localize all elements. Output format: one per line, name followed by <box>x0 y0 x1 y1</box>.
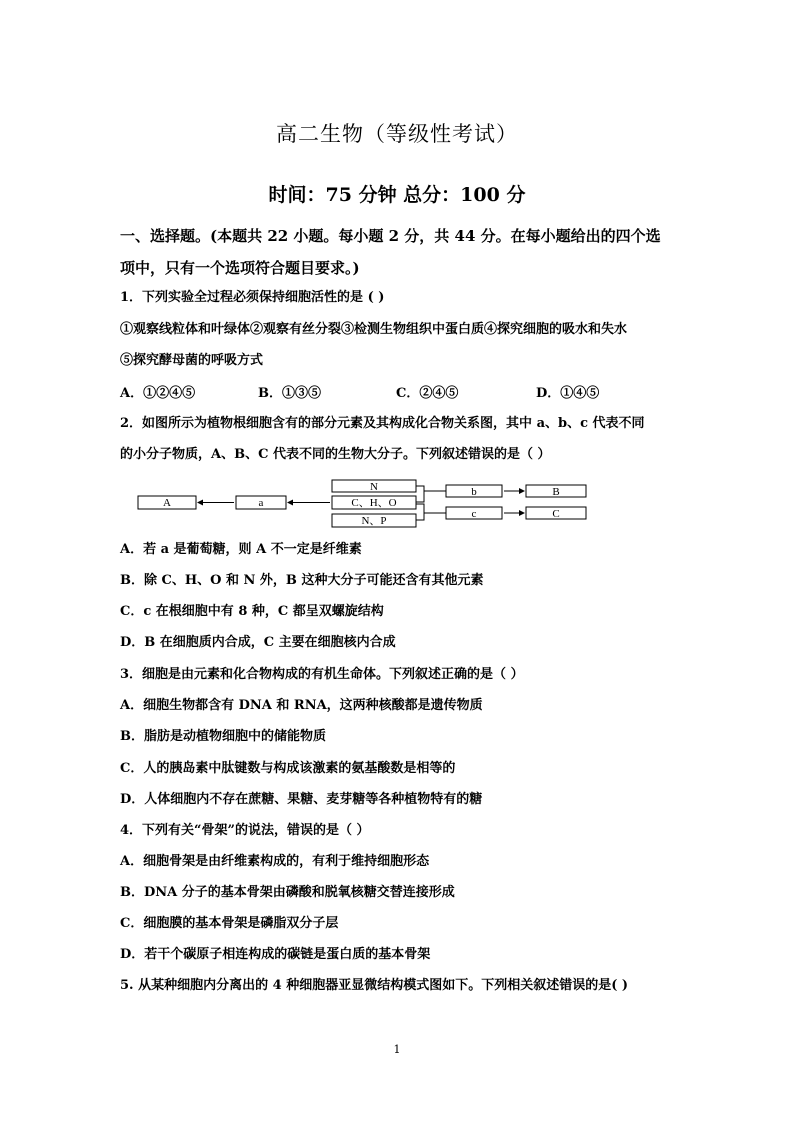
q3-option-c: C．人的胰岛素中肽键数与构成该激素的氨基酸数是相等的 <box>120 761 456 776</box>
q4-stem: 4．下列有关“骨架”的说法，错误的是（ ） <box>120 823 370 838</box>
q4-option-a: A．细胞骨架是由纤维素构成的，有利于维持细胞形态 <box>120 854 430 869</box>
q3-option-d: D．人体细胞内不存在蔗糖、果糖、麦芽糖等各种植物特有的糖 <box>120 792 483 807</box>
q2-option-b: B．除 C、H、O 和 N 外，B 这种大分子可能还含有其他元素 <box>120 573 484 588</box>
q3-option-b: B．脂肪是动植物细胞中的储能物质 <box>120 729 326 744</box>
q1-option-c: C．②④⑤ <box>396 386 459 401</box>
bracket-to-c <box>416 504 424 520</box>
page-title: 高二生物（等级性考试） <box>276 122 518 146</box>
label-big-b: B <box>552 486 560 498</box>
q1-items-line-2: ⑤探究酵母菌的呼吸方式 <box>120 353 264 368</box>
q2-option-c: C．c 在根细胞中有 8 种，C 都呈双螺旋结构 <box>120 604 384 619</box>
q1-option-b: B．①③⑤ <box>258 386 321 401</box>
q4-option-c: C．细胞膜的基本骨架是磷脂双分子层 <box>120 916 339 931</box>
q4-option-d: D．若干个碳原子相连构成的碳链是蛋白质的基本骨架 <box>120 947 431 962</box>
q5-stem: 5. 从某种细胞内分离出的 4 种细胞器亚显微结构模式图如下。下列相关叙述错误的是( ) <box>120 978 629 993</box>
q1-stem: 1．下列实验全过程必须保持细胞活性的是 ( ) <box>120 290 385 305</box>
q3-stem: 3．细胞是由元素和化合物构成的有机生命体。下列叙述正确的是（ ） <box>120 667 524 682</box>
diagram-svg <box>134 476 594 532</box>
label-chno: C、H、O <box>351 497 397 509</box>
q4-option-b: B．DNA 分子的基本骨架由磷酸和脱氧核糖交替连接形成 <box>120 885 455 900</box>
q1-options <box>120 382 680 402</box>
label-small-c: c <box>471 508 477 520</box>
section-heading-line-2: 项中，只有一个选项符合题目要求。) <box>120 259 360 277</box>
label-big-a: A <box>163 497 171 509</box>
label-big-c: C <box>552 508 560 520</box>
q2-stem-line-1: 2．如图所示为植物根细胞含有的部分元素及其构成化合物关系图，其中 a、b、c 代表不同 <box>120 416 645 431</box>
exam-info: 时间：75 分钟 总分：100 分 <box>268 184 526 206</box>
label-small-a: a <box>258 497 264 509</box>
page-number: 1 <box>393 1043 401 1056</box>
element-compound-diagram <box>134 476 594 532</box>
label-small-b: b <box>471 486 477 498</box>
label-n: N <box>370 481 378 493</box>
label-np: N、P <box>361 515 387 527</box>
q2-option-d: D．B 在细胞质内合成，C 主要在细胞核内合成 <box>120 635 396 650</box>
q1-items-line-1: ①观察线粒体和叶绿体②观察有丝分裂③检测生物组织中蛋白质④探究细胞的吸水和失水 <box>120 322 628 337</box>
bracket-to-b <box>416 486 424 502</box>
section-heading-line-1: 一、选择题。(本题共 22 小题。每小题 2 分，共 44 分。在每小题给出的四个选 <box>120 227 661 245</box>
q2-option-a: A．若 a 是葡萄糖，则 A 不一定是纤维素 <box>120 542 362 557</box>
q1-option-d: D．①④⑤ <box>536 386 600 401</box>
q1-option-a: A．①②④⑤ <box>120 386 196 401</box>
q2-stem-line-2: 的小分子物质，A、B、C 代表不同的生物大分子。下列叙述错误的是（ ） <box>120 447 551 462</box>
q3-option-a: A．细胞生物都含有 DNA 和 RNA，这两种核酸都是遗传物质 <box>120 698 483 713</box>
